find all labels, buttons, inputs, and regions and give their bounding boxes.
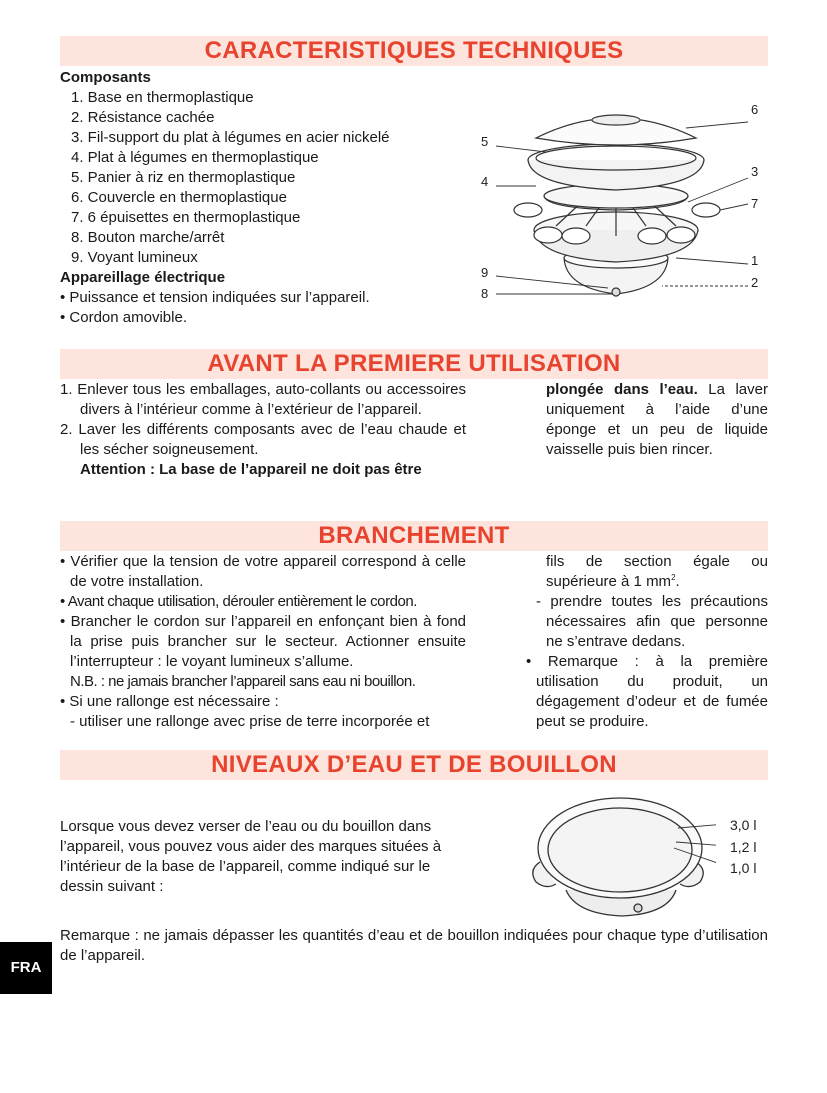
electrical-heading: Appareillage électrique	[60, 269, 226, 286]
bullet-icon: •	[60, 309, 70, 326]
diagram-label-7: 7	[751, 196, 759, 211]
avant-right-column	[546, 380, 768, 460]
electrical-item: • Cordon amovible.	[60, 309, 187, 326]
diagram-label-5: 5	[481, 134, 489, 149]
components-heading: Composants	[60, 69, 151, 86]
section-title-tech: CARACTERISTIQUES TECHNIQUES	[60, 36, 768, 66]
section-title-niveaux: NIVEAUX D’EAU ET DE BOUILLON	[60, 750, 768, 780]
avant-left-column	[60, 380, 466, 480]
section-title-avant: AVANT LA PREMIERE UTILISATION	[60, 349, 768, 379]
level-label-1-2: 1,2 l	[730, 839, 757, 855]
section-title-branchement: BRANCHEMENT	[60, 521, 768, 551]
branchement-left-column	[60, 552, 466, 732]
component-item: 3. Fil-support du plat à légumes en acier nickelé	[71, 129, 390, 146]
avant-item-1: 1. Enlever tous les emballages, auto-collants ou accessoires divers à l’intérieur comme à l’extérieur de l’appareil.	[60, 381, 466, 418]
bullet-icon: •	[60, 613, 71, 630]
base-levels-diagram	[526, 790, 716, 922]
diagram-label-2: 2	[751, 275, 759, 290]
avant-item-2: 2. Laver les différents composants avec de l’eau chaude et les sécher soigneusement.	[60, 421, 466, 458]
steamer-diagram	[476, 98, 766, 308]
component-item: 4. Plat à légumes en thermoplastique	[71, 149, 319, 166]
diagram-label-3: 3	[751, 164, 759, 179]
diagram-label-8: 8	[481, 286, 489, 301]
component-item: 2. Résistance cachée	[71, 109, 215, 126]
attention-start: Attention : La base de l’appareil ne doit pas être	[80, 461, 422, 478]
component-item: 5. Panier à riz en thermoplastique	[71, 169, 296, 186]
bullet-icon: •	[60, 289, 70, 306]
branchement-remarque: • Remarque : à la première utilisation du produit, un dégagement d’odeur et de fumée peut se produire.	[526, 653, 768, 730]
extension-dash-1-start: - utiliser une rallonge avec prise de terre incorporée et	[70, 713, 430, 730]
extension-dash-1-end: fils de section égale ou supérieure à 1 $mm^2$.	[546, 553, 768, 590]
component-item: 9. Voyant lumineux	[71, 249, 198, 266]
branchement-item-4: • Si une rallonge est nécessaire :	[60, 693, 279, 710]
niveaux-intro: Lorsque vous devez verser de l’eau ou du bouillon dans l’appareil, vous pouvez vous aider des marques situées à l’intérieur de la base de l’appareil, comme indiqué sur le dessin suivant :	[60, 818, 442, 895]
component-item: 8. Bouton marche/arrêt	[71, 229, 225, 246]
branchement-item-1: • Vérifier que la tension de votre appareil correspond à celle de votre installation.	[60, 553, 467, 590]
bullet-icon: •	[526, 653, 548, 670]
extension-dash-2: - prendre toutes les précautions nécessaires afin que personne ne s’entrave dedans.	[536, 593, 768, 650]
component-item: 1. Base en thermoplastique	[71, 89, 254, 106]
niveaux-remarque: Remarque : ne jamais dépasser les quantités d’eau et de bouillon indiquées pour chaque type d’utilisation de l’appareil.	[60, 927, 768, 964]
attention-rest: La laver uniquement à l’aide d’une éponge et un peu de liquide vaisselle puis bien rincer.	[546, 381, 768, 458]
component-item: 7. 6 épuisettes en thermoplastique	[71, 209, 301, 226]
branchement-item-3: • Brancher le cordon sur l’appareil en enfonçant bien à fond la prise puis brancher sur le secteur. Actionner ensuite l’interrupteur : le voyant lumineux s’allume.	[60, 613, 466, 670]
level-label-1-0: 1,0 l	[730, 860, 757, 876]
diagram-label-1: 1	[751, 253, 759, 268]
level-label-3-0: 3,0 l	[730, 817, 757, 833]
branchement-nb: N.B. : ne jamais brancher l’appareil sans eau ni bouillon.	[70, 673, 416, 690]
bullet-icon: •	[60, 553, 71, 570]
diagram-label-6: 6	[751, 102, 759, 117]
component-item: 6. Couvercle en thermoplastique	[71, 189, 287, 206]
attention-end: plongée dans l’eau.	[546, 381, 698, 398]
electrical-item: • Puissance et tension indiquées sur l’appareil.	[60, 289, 370, 306]
bullet-icon: •	[60, 693, 70, 710]
bullet-icon: •	[60, 593, 68, 610]
branchement-right-column	[526, 552, 768, 732]
components-block	[60, 68, 480, 328]
branchement-item-2: • Avant chaque utilisation, dérouler entièrement le cordon.	[60, 593, 418, 610]
diagram-label-9: 9	[481, 265, 489, 280]
diagram-label-4: 4	[481, 174, 489, 189]
language-tab: FRA	[0, 942, 52, 994]
